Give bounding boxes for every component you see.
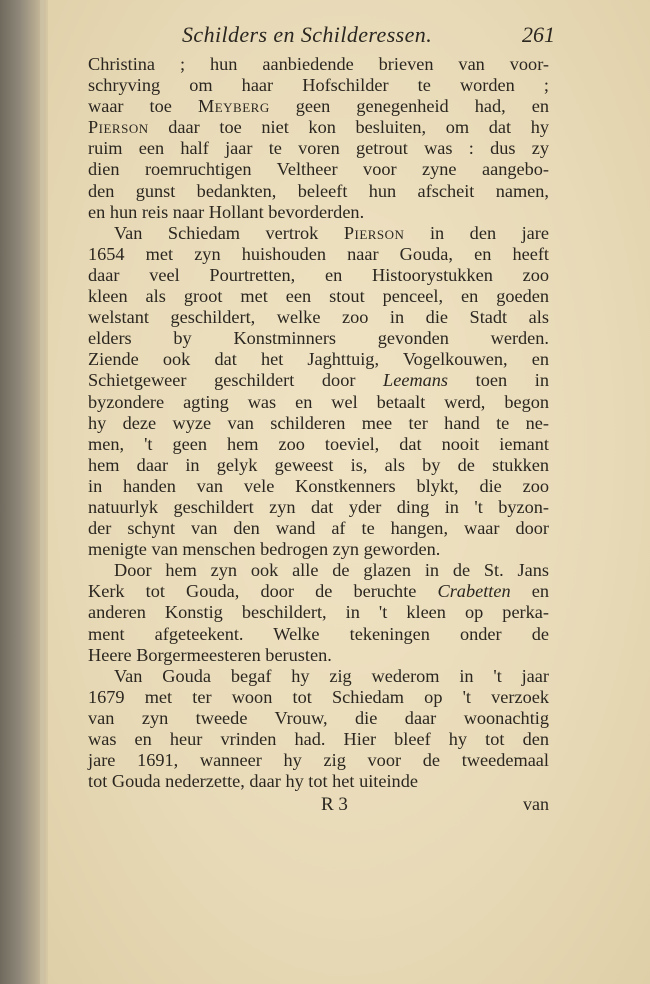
text-line [88,560,549,581]
text-run: Van Schiedam vertrok [114,222,344,243]
text-line [88,370,549,391]
text-run: waar toe [88,96,198,117]
text-run: Heere Borgermeesteren berusten. [88,644,332,665]
text-line [88,244,549,265]
text-run: 1679 met ter woon tot Schiedam op 't verzoek [88,686,549,707]
text-run: en [510,581,549,602]
text-line [88,75,549,96]
text-run: men, 't geen hem zoo toeviel, dat nooit iemant [88,433,549,454]
text-line [88,687,549,708]
text-run: Door hem zyn ook alle de glazen in de St. Jans [114,560,549,581]
text-line [88,328,549,349]
name-italic: Crabetten [437,581,511,602]
text-line [88,96,549,117]
text-run: tot Gouda nederzette, daar hy tot het uiteinde [88,771,418,792]
text-run: ment afgeteekent. Welke tekeningen onder de [88,623,549,644]
text-line [88,581,549,602]
text-run: kleen als groot met een stout penceel, en goeden [88,286,549,307]
text-line [88,771,549,792]
text-run: jare 1691, wanneer hy zig voor de tweedemaal [88,750,549,771]
text-line [88,666,549,687]
text-line [88,602,549,623]
text-line [88,54,549,75]
name-small-caps: Pierson [88,117,149,138]
text-line [88,349,549,370]
page-footer [88,794,549,816]
paragraph [88,666,549,793]
text-run: welstant geschildert, welke zoo in die Stadt als [88,307,549,328]
catchword: van [523,794,549,815]
text-line [88,392,549,413]
text-run: dien roemruchtigen Veltheer voor zyne aangebo- [88,159,549,180]
name-small-caps: Pierson [343,222,405,243]
text-run: hem daar in gelyk geweest is, als by de stukken [88,454,549,475]
text-run: Ziende ook dat het Jaghttuig, Vogelkouwen, en [88,349,549,370]
text-run: 1654 met zyn huishouden naar Gouda, en heeft [88,243,549,264]
text-line [88,497,549,518]
text-run: in den jare [404,222,549,243]
text-line [88,181,549,202]
name-italic: Leemans [383,370,449,391]
paragraph [88,223,549,561]
signature-mark: R 3 [321,794,348,816]
text-run: daar veel Pourtretten, en Histoorystukken zoo [88,264,549,285]
gutter-edge [40,0,44,984]
text-run: was en heur vrinden had. Hier bleef hy tot den [88,729,549,749]
text-run: en hun reis naar Hollant bevorderden. [88,201,365,222]
text-line [88,202,549,223]
running-title: Schilders en Schilderessen. [182,22,433,47]
text-run: Christina ; hun aanbiedende brieven van voor- [88,54,549,74]
text-line [88,750,549,771]
text-run: ruim een half jaar te voren getrout was : dus zy [88,138,549,159]
text-line [88,307,549,328]
text-run: anderen Konstig beschildert, in 't kleen op perka- [88,602,549,623]
text-line [88,413,549,434]
text-run: Kerk tot Gouda, door de beruchte [88,581,438,602]
text-line [88,518,549,539]
page-text [88,20,555,816]
text-run: daar toe niet kon besluiten, om dat hy [148,117,549,138]
text-line [88,645,549,666]
text-run: van zyn tweede Vrouw, die daar woonachtig [88,707,549,728]
text-run: hy deze wyze van schilderen mee ter hand te ne- [88,412,549,433]
text-line [88,286,549,307]
text-line [88,624,549,645]
text-line [88,223,549,244]
text-run: Van Gouda begaf hy zig wederom in 't jaar [114,665,549,686]
text-run: den gunst bedankten, beleeft hun afscheit namen, [88,180,549,201]
paragraph [88,54,549,223]
text-line [88,708,549,729]
text-run: Schietgeweer geschildert door [88,370,384,391]
text-run: der schynt van den wand af te hangen, waar door [88,518,549,539]
text-line [88,265,549,286]
text-run: schryving om haar Hofschilder te worden ; [88,75,549,96]
body-text [88,54,549,792]
text-run: toen in [448,370,549,391]
page-header [88,20,555,54]
text-run: in handen van vele Konstkenners blykt, die zoo [88,475,549,496]
text-line [88,729,549,750]
name-small-caps: Meyberg [197,96,270,117]
text-run: elders by Konstminners gevonden werden. [88,328,549,349]
text-line [88,539,549,560]
text-run: byzondere agting was en wel betaalt werd, begon [88,391,549,412]
text-run: geen genegenheid had, en [269,96,550,117]
text-line [88,159,549,180]
text-line [88,476,549,497]
page-number: 261 [522,22,555,47]
text-line [88,138,549,159]
text-run: natuurlyk geschildert zyn dat yder ding in 't byzon- [88,496,549,517]
text-line [88,434,549,455]
text-line [88,455,549,476]
paragraph [88,560,549,665]
text-run: menigte van menschen bedrogen zyn geworden. [88,539,441,560]
text-line [88,117,549,138]
